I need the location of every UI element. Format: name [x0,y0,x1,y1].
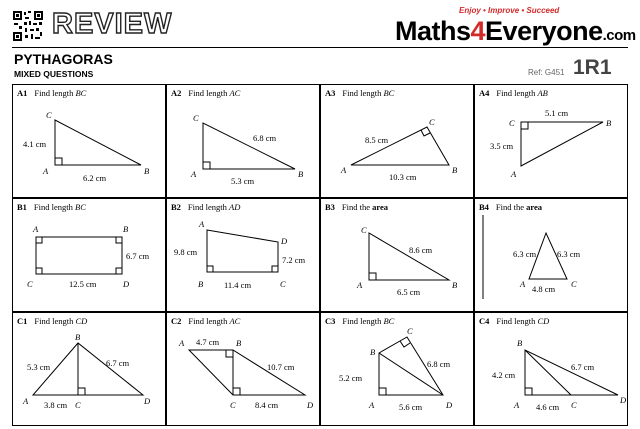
point-label: B [452,280,458,290]
point-label: C [193,113,199,123]
question-variable: BC [75,202,86,212]
point-label: B [198,279,204,289]
question-cell-a1 [12,84,166,198]
question-text: Find length [188,88,230,98]
point-label: C [280,279,286,289]
length-label: 6.5 cm [397,287,421,297]
question-cell-c1 [12,312,166,426]
question-id: B3 [325,202,335,212]
point-label: B [452,165,458,175]
question-cell-b2 [166,198,320,312]
question-cell-c3 [320,312,474,426]
point-label: A [514,400,520,410]
length-label: 3.8 cm [44,400,68,410]
point-label: C [429,117,435,127]
question-text: Find the [495,202,527,212]
question-variable: BC [383,88,395,98]
triangle-diagram [475,313,629,427]
qr-code-icon [12,10,44,42]
question-variable: AC [229,316,241,326]
triangle-diagram [13,313,167,427]
point-label: A [520,279,526,289]
length-label: 6.7 cm [106,358,130,368]
question-id: A2 [171,88,182,98]
question-text: Find length [496,316,538,326]
question-variable: CD [75,316,88,326]
point-label: A [369,400,375,410]
length-label: 10.7 cm [267,362,295,372]
quadrilateral-diagram [167,199,321,313]
length-label: 10.3 cm [389,172,417,182]
question-grid [12,84,628,426]
point-label: A [357,280,363,290]
point-label: B [123,224,129,234]
length-label: 6.8 cm [253,133,277,143]
question-text: Find length [496,88,538,98]
point-label: B [606,118,612,128]
point-label: D [123,279,130,289]
question-variable: BC [383,316,395,326]
question-id: C4 [479,316,490,326]
point-label: C [361,225,367,235]
point-label: B [236,338,242,348]
question-variable: AC [229,88,241,98]
brand-tagline: Enjoy • Improve • Succeed [459,6,560,15]
point-label: D [620,395,627,405]
reference-number: Ref: G451 [528,68,565,77]
length-label: 8.5 cm [365,135,389,145]
question-cell-c4 [474,312,628,426]
point-label: A [511,169,517,179]
brand-part: Everyone [485,16,603,46]
question-cell-a2 [166,84,320,198]
question-text: Find length [34,88,76,98]
point-label: A [199,219,205,229]
brand-logo [395,16,636,47]
length-label: 7.2 cm [282,255,306,265]
length-label: 6.3 cm [557,249,581,259]
question-id: A1 [17,88,28,98]
point-label: B [298,169,304,179]
length-label: 5.2 cm [339,373,363,383]
worksheet-title: PYTHAGORAS [14,51,113,67]
question-cell-a3 [320,84,474,198]
point-label: D [446,400,453,410]
question-text: Find length [342,316,384,326]
triangle-diagram [475,85,629,199]
triangle-diagram [13,85,167,199]
question-variable: CD [537,316,550,326]
point-label: C [509,118,515,128]
question-text: Find length [34,316,76,326]
question-id: A3 [325,88,336,98]
rectangle-diagram [13,199,167,313]
worksheet-code: 1R1 [573,56,612,79]
length-label: 4.7 cm [196,337,220,347]
isosceles-triangle-diagram [475,199,629,313]
length-label: 5.1 cm [545,108,569,118]
length-label: 5.6 cm [399,402,423,412]
length-label: 6.7 cm [126,251,150,261]
point-label: D [144,396,151,406]
triangle-diagram [167,85,321,199]
triangle-diagram [321,313,475,427]
point-label: C [571,400,577,410]
question-cell-b4 [474,198,628,312]
question-id: C2 [171,316,182,326]
point-label: C [75,400,81,410]
question-text: Find length [342,88,384,98]
length-label: 4.1 cm [23,139,47,149]
point-label: B [75,332,81,342]
length-label: 12.5 cm [69,279,97,289]
length-label: 8.6 cm [409,245,433,255]
length-label: 5.3 cm [27,362,51,372]
point-label: C [46,110,52,120]
brand-four: 4 [470,16,486,46]
point-label: A [191,169,197,179]
question-cell-b3 [320,198,474,312]
question-emphasis: area [526,202,543,212]
point-label: A [179,338,185,348]
length-label: 8.4 cm [255,400,279,410]
point-label: C [407,326,413,336]
length-label: 5.3 cm [231,176,255,186]
trapezium-diagram [167,313,321,427]
length-label: 6.3 cm [513,249,537,259]
question-id: B4 [479,202,489,212]
question-cell-b1 [12,198,166,312]
question-id: C1 [17,316,28,326]
triangle-diagram [321,85,475,199]
question-text: Find length [188,316,230,326]
point-label: D [281,236,288,246]
worksheet-subtitle: MIXED QUESTIONS [14,69,94,79]
length-label: 6.7 cm [571,362,595,372]
question-text: Find length [187,202,230,212]
length-label: 4.2 cm [492,370,516,380]
length-label: 9.8 cm [174,247,198,257]
triangle-diagram [321,199,475,313]
point-label: B [144,166,150,176]
brand-part: Maths [395,16,471,46]
question-text: Find the [341,202,373,212]
length-label: 4.8 cm [532,284,556,294]
question-cell-c2 [166,312,320,426]
question-id: C3 [325,316,336,326]
question-variable: AB [537,88,548,98]
length-label: 6.2 cm [83,173,107,183]
point-label: C [230,400,236,410]
point-label: A [33,224,39,234]
question-emphasis: area [372,202,389,212]
question-id: B2 [171,202,181,212]
length-label: 3.5 cm [490,141,514,151]
point-label: A [341,165,347,175]
length-label: 11.4 cm [224,280,252,290]
review-heading: REVIEW [52,8,173,40]
header-divider [12,47,628,48]
question-variable: BC [75,88,87,98]
point-label: D [307,400,314,410]
point-label: B [517,338,523,348]
point-label: C [27,279,33,289]
question-variable: AD [229,202,241,212]
length-label: 6.8 cm [427,359,451,369]
question-id: B1 [17,202,27,212]
brand-domain: .com [602,27,636,44]
question-id: A4 [479,88,490,98]
question-text: Find length [33,202,76,212]
point-label: C [571,279,577,289]
question-cell-a4 [474,84,628,198]
point-label: B [370,347,376,357]
length-label: 4.6 cm [536,402,560,412]
worksheet-header [0,0,640,90]
point-label: A [23,396,29,406]
point-label: A [43,166,49,176]
